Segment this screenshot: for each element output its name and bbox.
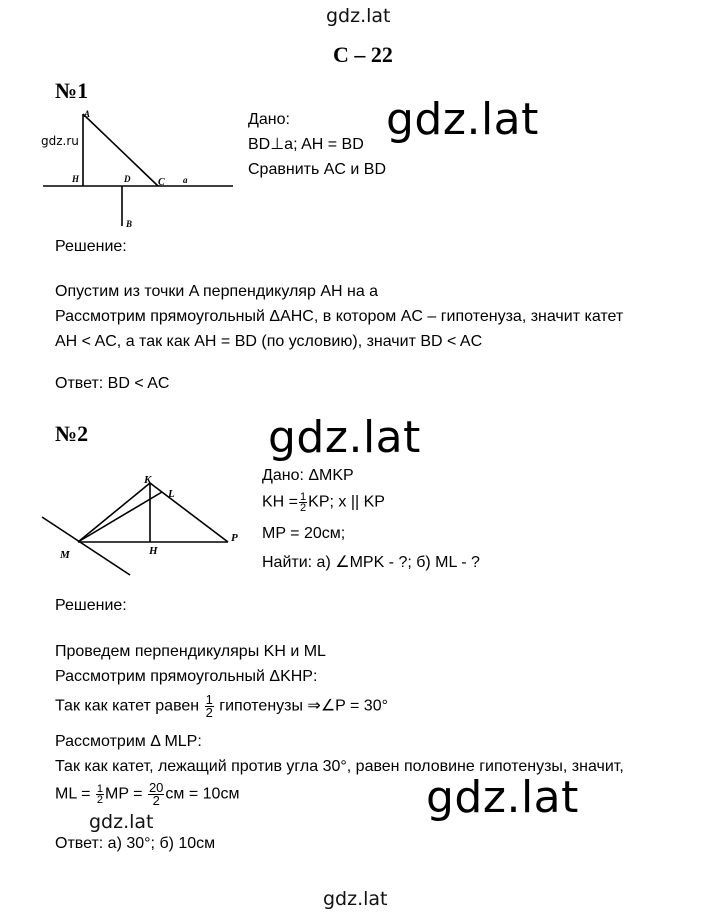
problem-2-line-4: Рассмотрим Δ MLP: [55, 733, 202, 750]
fraction-ml-1-num: 1 [96, 783, 103, 795]
watermark-big-1: gdz.lat [386, 94, 539, 145]
label-b: B [126, 219, 133, 229]
label-l: L [168, 488, 175, 500]
problem-2-solution-label: Решение: [55, 597, 127, 614]
problem-2-mp: MP = 20см; [262, 525, 346, 542]
fraction-kh-num: 1 [300, 491, 307, 503]
problem-2-given: Дано: ΔMKP [262, 467, 354, 484]
problem-1-task: Сравнить AC и BD [248, 161, 387, 178]
watermark-big-2: gdz.lat [268, 412, 421, 463]
problem-2-kh-post: KP; x || KP [308, 493, 385, 511]
label-h2: H [149, 545, 158, 557]
fraction-ml-2-num: 20 [148, 780, 164, 795]
watermark-top: gdz.lat [326, 5, 391, 27]
problem-1-figure [40, 100, 240, 235]
problem-2-line-3-post: гипотенузы ⇒∠P = 30° [219, 697, 388, 715]
fraction-half-den: 2 [205, 705, 213, 720]
problem-2-kh-pre: KH = [262, 493, 299, 511]
label-p: P [231, 532, 238, 544]
fraction-ml-2-den: 2 [152, 793, 160, 808]
problem-2-ml-pre: ML = [55, 785, 91, 803]
problem-1-given-label: Дано: [248, 111, 290, 128]
problem-1-number: №1 [55, 78, 89, 103]
problem-2-answer: Ответ: а) 30°; б) 10см [55, 835, 216, 852]
fraction-kh [299, 492, 307, 513]
fraction-half [205, 694, 214, 719]
problem-2-kh [262, 492, 385, 513]
fraction-ml-1 [96, 784, 104, 805]
problem-1-answer: Ответ: BD < AC [55, 375, 170, 392]
problem-1-line-1: Опустим из точки A перпендикуляр AH на a [55, 283, 379, 300]
page-title: С – 22 [333, 42, 393, 67]
problem-2-line-5: Так как катет, лежащий против угла 30°, равен половине гипотенузы, значит, [55, 758, 624, 775]
problem-2-line-1: Проведем перпендикуляры KH и ML [55, 643, 326, 660]
label-k: K [144, 474, 152, 486]
label-a-line: a [183, 175, 188, 185]
watermark-bottom: gdz.lat [323, 888, 388, 910]
fraction-half-num: 1 [205, 692, 213, 707]
label-a-point: A [84, 109, 91, 119]
problem-1-line-2: Рассмотрим прямоугольный ΔAHC, в котором AC – гипотенуза, значит катет [55, 308, 624, 325]
problem-2-line-3 [55, 694, 388, 719]
watermark-small-left: gdz.lat [89, 811, 154, 833]
watermark-figure: gdz.ru [41, 134, 79, 148]
segment-ac [83, 114, 158, 186]
watermark-big-3: gdz.lat [426, 772, 579, 823]
problem-2-figure [38, 470, 253, 582]
line-x [42, 517, 130, 575]
problem-1-solution-label: Решение: [55, 238, 127, 255]
label-h: H [72, 174, 80, 184]
problem-2-ml [55, 782, 239, 807]
problem-2-line-3-pre: Так как катет равен [55, 697, 200, 715]
label-c: C [158, 177, 165, 188]
problem-2-number: №2 [55, 421, 89, 446]
problem-2-ml-post: см = 10см [165, 785, 240, 803]
problem-1-line-3: AH < AC, а так как AH = BD (по условию), значит BD < AC [55, 333, 483, 350]
segment-mk [78, 483, 150, 542]
problem-1-given: BD⊥a; AH = BD [248, 136, 364, 153]
label-m: M [60, 549, 70, 561]
fraction-kh-den: 2 [300, 502, 307, 514]
problem-2-ml-mid: MP = [105, 785, 143, 803]
fraction-ml-2 [148, 782, 164, 807]
fraction-ml-1-den: 2 [96, 794, 103, 806]
problem-2-line-2: Рассмотрим прямоугольный ΔKHP: [55, 668, 318, 685]
label-d: D [124, 174, 131, 184]
problem-2-find: Найти: а) ∠MPK - ?; б) ML - ? [262, 554, 480, 571]
